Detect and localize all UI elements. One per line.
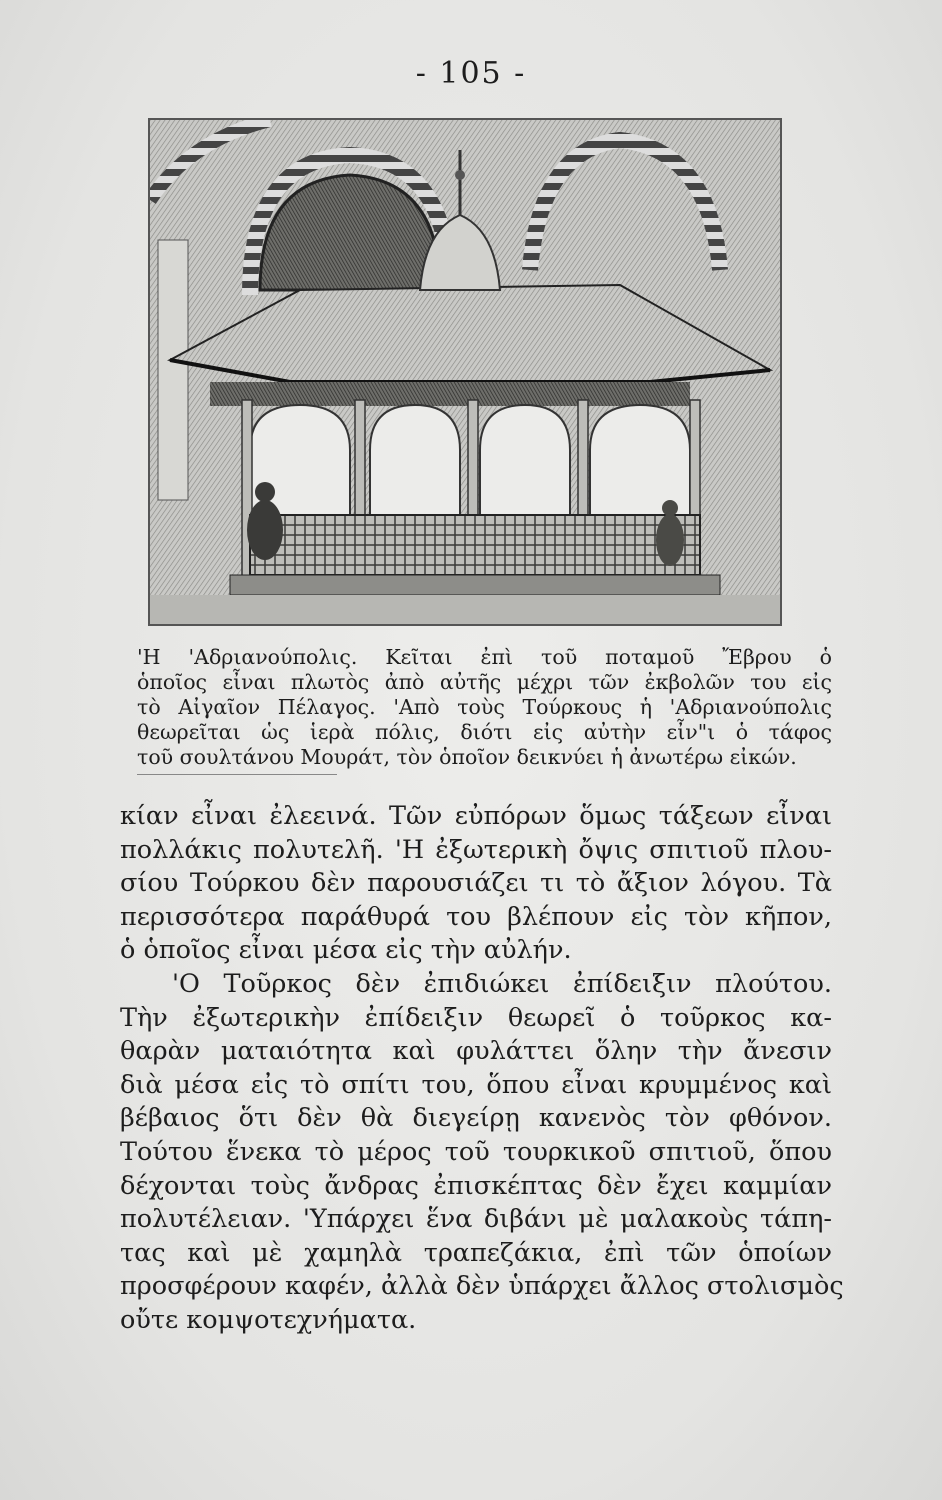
caption-line: τοῦ σουλτάνου Μουράτ, τὸν ὁποῖον δεικνύει ἡ ἀνωτέρω εἰκών. [137,745,797,769]
body-line: οὔτε κομψοτεχνήματα. [120,1304,417,1335]
fountain-engraving [148,118,782,626]
caption-line: ὁποῖος εἶναι πλωτὸς ἀπὸ αὐτῆς μέχρι τῶν ἐκβολῶν του εἰς [137,670,832,694]
caption-divider [137,774,337,775]
body-line: πολλάκις πολυτελῆ. 'Η ἐξωτερικὴ ὄψις σπιτιοῦ πλου- [120,834,832,865]
body-line: Τὴν ἐξωτερικὴν ἐπίδειξιν θεωρεῖ ὁ τοῦρκος κα- [120,1002,832,1033]
body-line: θαρὰν ματαιότητα καὶ φυλάττει ὅλην τὴν ἄνεσιν [120,1036,832,1067]
body-line: πολυτέλειαν. 'Υπάρχει ἕνα διβάνι μὲ μαλακοὺς τάπη- [120,1204,832,1235]
body-line: προσφέρουν καφέν, ἀλλὰ δὲν ὑπάρχει ἄλλος στολισμὸς [120,1271,844,1302]
body-line: δέχονται τοὺς ἄνδρας ἐπισκέπτας δὲν ἔχει καμμίαν [120,1170,832,1201]
figure-caption [137,645,832,775]
caption-line: τὸ Αἰγαῖον Πέλαγος. 'Απὸ τοὺς Τούρκους ἡ 'Αδριανούπολις [137,695,832,719]
caption-line: 'Η 'Αδριανούπολις. Κεῖται ἐπὶ τοῦ ποταμοῦ Ἔβρου ὁ [137,645,832,669]
body-text [120,800,844,1338]
body-line: σίου Τούρκου δὲν παρουσιάζει τι τὸ ἄξιον λόγου. Τὰ [120,868,832,899]
body-line: 'Ο Τοῦρκος δὲν ἐπιδιώκει ἐπίδειξιν πλούτου. [172,968,832,999]
body-line: κίαν εἶναι ἐλεεινά. Τῶν εὐπόρων ὅμως τάξεων εἶναι [120,801,832,831]
body-line: Τούτου ἕνεκα τὸ μέρος τοῦ τουρκικοῦ σπιτιοῦ, ὅπου [120,1136,832,1167]
body-line: βέβαιος ὅτι δὲν θὰ διεγείρῃ κανενὸς τὸν φθόνον. [120,1103,832,1134]
engraving-image-icon [150,120,780,624]
body-line: ὁ ὁποῖος εἶναι μέσα εἰς τὴν αὐλήν. [120,935,572,966]
page-number: - 105 - [415,56,527,91]
body-line: περισσότερα παράθυρά του βλέπουν εἰς τὸν κῆπον, [120,901,832,932]
body-line: διὰ μέσα εἰς τὸ σπίτι του, ὅπου εἶναι κρυμμένος καὶ [120,1069,832,1100]
caption-line: θεωρεῖται ὡς ἱερὰ πόλις, διότι εἰς αὐτὴν εἶν"ι ὁ τάφος [137,720,832,744]
body-line: τας καὶ μὲ χαμηλὰ τραπεζάκια, ἐπὶ τῶν ὁποίων [120,1237,832,1268]
